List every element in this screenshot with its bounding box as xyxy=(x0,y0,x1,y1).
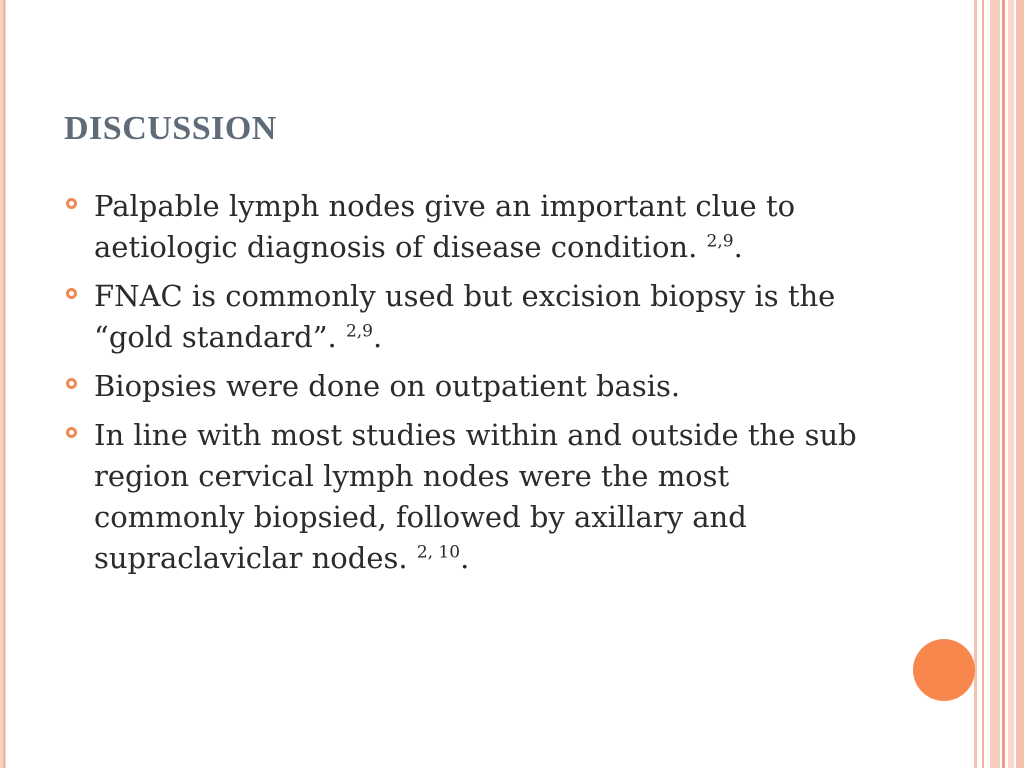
left-border-decoration xyxy=(0,0,6,768)
bullet-text: In line with most studies within and outside the sub region cervical lymph nodes were the most commonly biopsied, followed by axillary and supraclaviclar nodes. xyxy=(94,418,857,575)
bullet-list xyxy=(64,186,884,587)
stripe xyxy=(974,0,977,768)
bullet-text: Biopsies were done on outpatient basis. xyxy=(94,369,681,403)
bullet-item xyxy=(64,276,884,358)
decorative-orange-circle xyxy=(913,639,975,701)
bullet-tail: . xyxy=(373,320,383,354)
stripe xyxy=(1016,0,1024,768)
right-stripes-decoration xyxy=(974,0,1024,768)
bullet-circle-icon xyxy=(66,427,77,438)
stripe xyxy=(990,0,1000,768)
bullet-tail: . xyxy=(733,230,743,264)
stripe xyxy=(1002,0,1005,768)
bullet-item xyxy=(64,366,884,407)
bullet-circle-icon xyxy=(66,198,77,209)
stripe xyxy=(1008,0,1014,768)
citation-reference: 2,9 xyxy=(345,321,373,342)
citation-reference: 2,9 xyxy=(706,231,734,252)
citation-reference: 2, 10 xyxy=(416,542,461,563)
bullet-circle-icon xyxy=(66,288,77,299)
bullet-circle-icon xyxy=(66,378,77,389)
bullet-item xyxy=(64,415,884,579)
bullet-text: FNAC is commonly used but excision biopsy is the “gold standard”. xyxy=(94,279,836,354)
bullet-text: Palpable lymph nodes give an important clue to aetiologic diagnosis of disease condition. xyxy=(94,189,796,264)
bullet-item xyxy=(64,186,884,268)
stripe xyxy=(982,0,984,768)
slide-title: DISCUSSION xyxy=(64,110,277,147)
bullet-tail: . xyxy=(460,541,470,575)
